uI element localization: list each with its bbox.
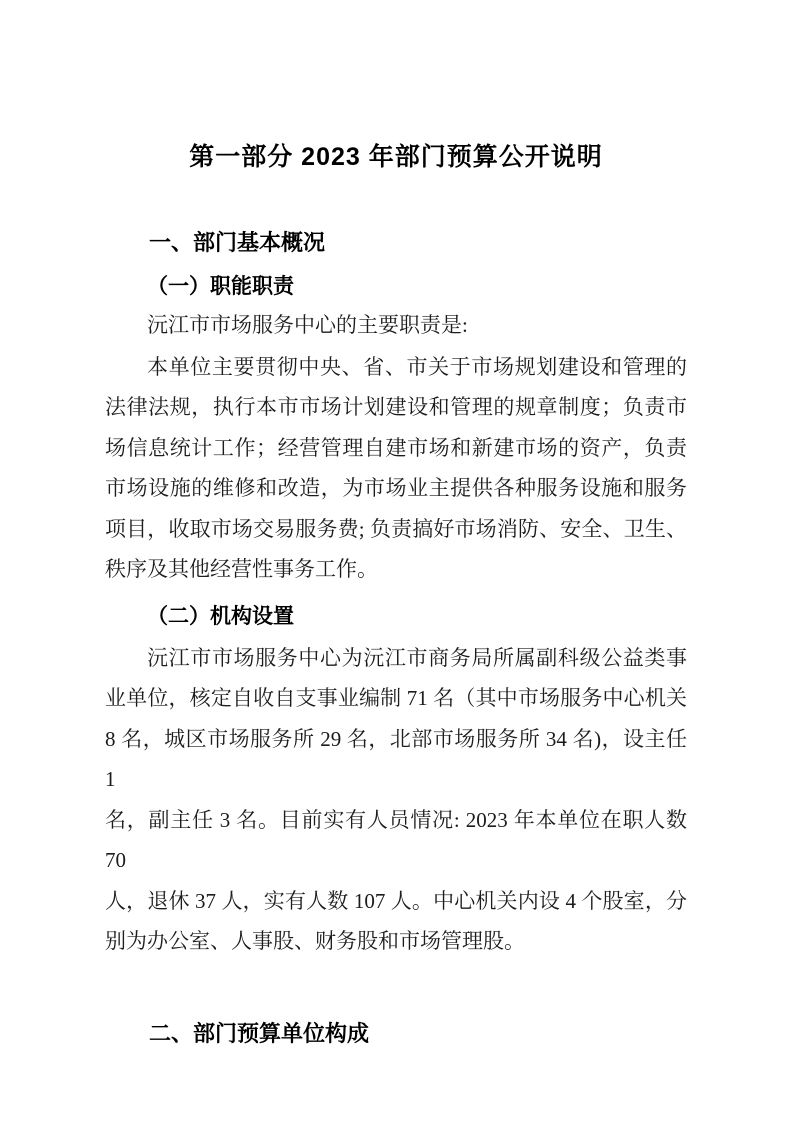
paragraph-line: 场信息统计工作；经营管理自建市场和新建市场的资产，负责 xyxy=(105,435,687,460)
subsection-heading-org: （二）机构设置 xyxy=(147,603,294,628)
paragraph-line: 人，退休 37 人，实有人数 107 人。中心机关内设 4 个股室，分 xyxy=(105,888,687,913)
paragraph-org xyxy=(105,638,687,962)
paragraph-duties xyxy=(105,347,687,590)
paragraph-line: 沅江市市场服务中心的主要职责是: xyxy=(147,313,468,337)
document-content xyxy=(0,141,793,1049)
paragraph-duties-intro xyxy=(105,305,687,346)
paragraph-line: 市场设施的维修和改造，为市场业主提供各种服务设施和服务 xyxy=(105,476,687,500)
paragraph-line: 秩序及其他经营性事务工作。 xyxy=(105,557,378,581)
paragraph-line: 别为办公室、人事股、财务股和市场管理股。 xyxy=(105,929,525,953)
section-heading-overview: 一、部门基本概况 xyxy=(149,230,326,255)
subsection-heading-duties: （一）职能职责 xyxy=(147,274,294,298)
paragraph-line: 业单位，核定自收自支事业编制 71 名（其中市场服务中心机关 xyxy=(105,686,687,710)
section-heading-units: 二、部门预算单位构成 xyxy=(149,1020,370,1046)
paragraph-line: 名，副主任 3 名。目前实有人员情况: 2023 年本单位在职人数 70 xyxy=(105,807,687,872)
paragraph-line: 本单位主要贯彻中央、省、市关于市场规划建设和管理的 xyxy=(147,354,687,379)
paragraph-line: 沅江市市场服务中心为沅江市商务局所属副科级公益类事 xyxy=(147,645,687,670)
document-title: 第一部分 2023 年部门预算公开说明 xyxy=(189,143,603,171)
paragraph-line: 法律法规，执行本市市场计划建设和管理的规章制度；负责市 xyxy=(105,395,687,419)
paragraph-line: 8 名，城区市场服务所 29 名，北部市场服务所 34 名)，设主任 1 xyxy=(105,726,687,791)
paragraph-line: 项目，收取市场交易服务费; 负责搞好市场消防、安全、卫生、 xyxy=(105,516,687,541)
